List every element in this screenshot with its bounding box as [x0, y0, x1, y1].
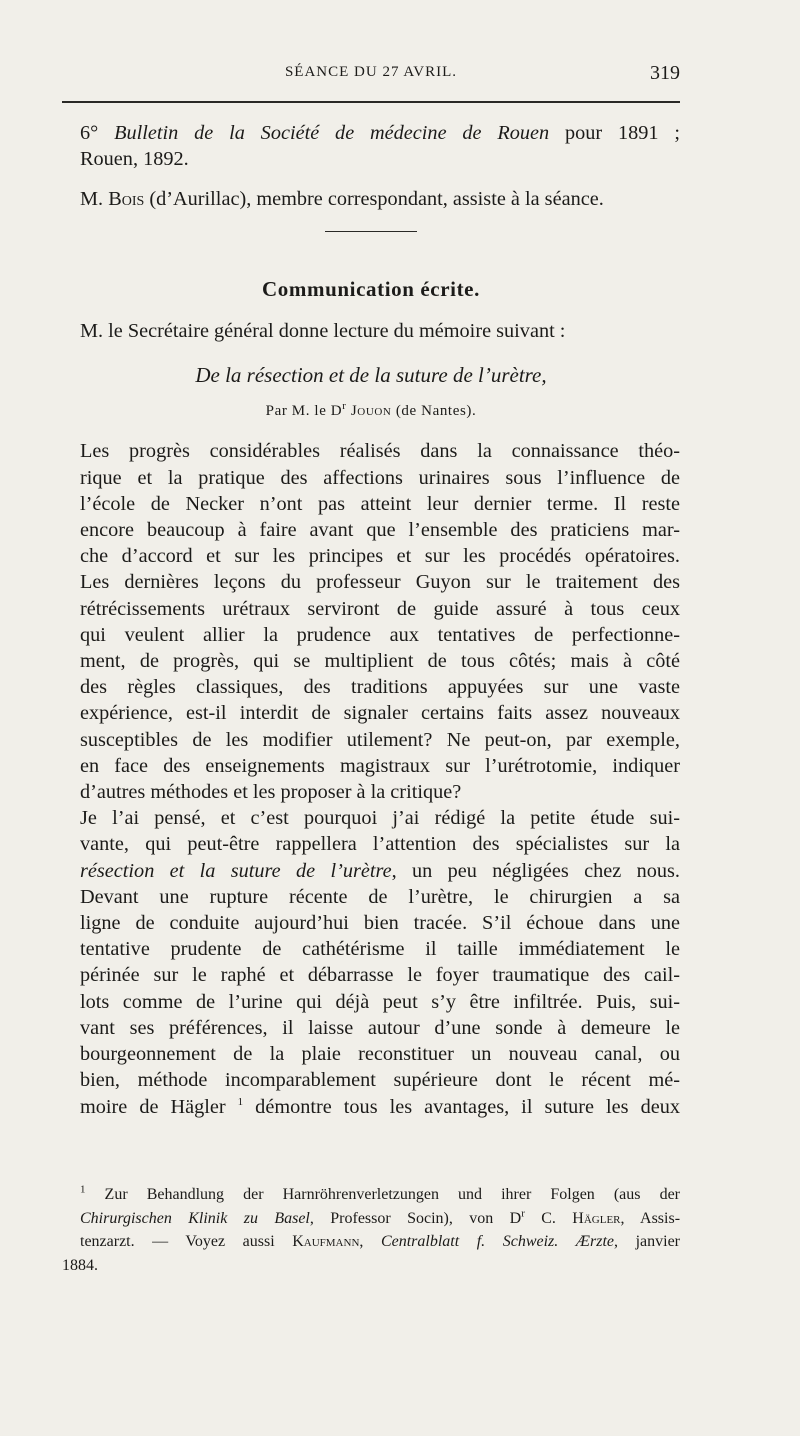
p2-line: Je l’ai pensé, et c’est pourquoi j’ai rédigé la petite étude sui-	[80, 807, 680, 830]
p3-line: bien, méthode incomparablement supérieure dont le récent mé-	[80, 1069, 680, 1092]
footnote-line	[62, 1183, 680, 1207]
p2-line: vante, qui peut-être rappellera l’attention des spécialistes sur la	[80, 833, 680, 856]
p3-last-post: démontre tous les avantages, il suture les deux	[243, 1095, 680, 1118]
p3-last-pre: moire de Hägler	[80, 1095, 238, 1118]
page-number: 319	[650, 62, 680, 84]
footnote-line2-mid: , Professor Socin), von D	[309, 1209, 522, 1227]
p3-line: Devant une rupture récente de l’urètre, le chirurgien a sa	[80, 885, 680, 908]
footnote-clinic: Chirurgischen Klinik zu Basel	[80, 1209, 310, 1227]
p1-line: expérience, est-il interdit de signaler certains faits assez nouveaux	[80, 702, 680, 725]
footnote-marker: 1	[80, 1183, 86, 1196]
p3-line: lots comme de l’urine qui déjà peut s’y être infiltrée. Puis, sui-	[80, 990, 680, 1013]
body-text	[62, 120, 680, 1120]
footnote-line2-end: , Assis-	[620, 1209, 681, 1227]
footnote-journal: Centralblatt f. Schweiz. Ærzte	[380, 1233, 615, 1251]
footnote-author-2: Kaufmann	[292, 1233, 360, 1251]
p1-last-line: d’autres méthodes et les proposer à la critique?	[80, 781, 462, 804]
p1-line: Les progrès considérables réalisés dans la connaissance théo-	[80, 440, 680, 463]
p1-line: en face des enseignements magistraux sur l’urétrotomie, indiquer	[80, 754, 680, 777]
attendance-rest: (d’Aurillac), membre correspondant, assiste à la séance.	[144, 188, 604, 211]
p1-line: Les dernières leçons du professeur Guyon sur le traitement des	[80, 571, 680, 594]
footnote-line	[62, 1207, 680, 1231]
p2-last-line	[62, 858, 680, 884]
p1-line: susceptibles de les modifier utilement? Ne peut-on, par exemple,	[80, 728, 680, 751]
p3-line: tentative prudente de cathétérisme il taille immédiatement le	[80, 938, 680, 961]
byline-sup: r	[342, 400, 347, 413]
footnote-reference: 1	[237, 1095, 244, 1108]
p1-line: rétrécissements urétraux serviront de guide assuré à tous ceux	[80, 597, 680, 620]
section-title: Communication écrite.	[262, 276, 480, 301]
emphasis-topic: résection et la suture de l’urètre	[80, 859, 392, 882]
memoir-byline	[62, 398, 680, 424]
list-item-6	[62, 120, 680, 172]
footnote-text	[62, 1183, 680, 1277]
footnote	[62, 1183, 680, 1277]
p3-line: bourgeonnement de la plaie reconstituer un nouveau canal, ou	[80, 1043, 680, 1066]
p1-line: l’école de Necker n’ont pas atteint leur dernier terme. Il reste	[80, 492, 680, 515]
running-head: SÉANCE DU 27 AVRIL.	[284, 64, 458, 80]
attendance-prefix: M.	[80, 188, 109, 211]
p1-line: qui veulent allier la prudence aux tentatives de perfectionne-	[80, 623, 680, 646]
paragraph-3	[62, 884, 680, 1120]
paragraph-1	[62, 438, 680, 805]
paragraph-2	[62, 805, 680, 884]
footnote-sep: ,	[359, 1233, 381, 1251]
header-rule	[62, 101, 680, 103]
p1-line: ment, de progrès, qui se multiplient de tous côtés; mais à côté	[80, 650, 680, 673]
p1-line: che d’accord et sur les principes et sur les procédés opératoires.	[80, 545, 680, 568]
memoir-title: De la résection et de la suture de l’urètre,	[195, 363, 547, 388]
section-separator	[325, 231, 417, 232]
author-name: Jouon	[350, 403, 392, 420]
footnote-author: C. Hägler	[524, 1209, 621, 1227]
item-6-year: pour 1891 ;	[565, 122, 681, 144]
member-name: Bois	[108, 188, 145, 211]
footnote-line3-pre: tenzarzt. — Voyez aussi	[80, 1233, 293, 1251]
list-item-6-line2: Rouen, 1892.	[80, 148, 189, 171]
item-number: 6°	[80, 122, 99, 144]
footnote-line: 1884.	[62, 1256, 98, 1274]
p1-line: encore beaucoup à faire avant que l’ensemble des praticiens mar-	[80, 519, 680, 542]
list-item-6-line1	[62, 120, 680, 146]
byline-place: (de Nantes).	[391, 403, 477, 420]
p2-tail: , un peu négligées chez nous.	[391, 859, 680, 882]
p3-line: ligne de conduite aujourd’hui bien tracée. S’il échoue dans une	[80, 912, 680, 935]
byline-prefix: Par M. le D	[265, 403, 343, 420]
p3-line: vant ses préférences, il laisse autour d’une sonde à demeure le	[80, 1016, 680, 1039]
footnote-line1-text: Zur Behandlung der Harnröhrenverletzungen und ihrer Folgen (aus der	[85, 1186, 680, 1203]
p1-line: rique et la pratique des affections urinaires sous l’influence de	[80, 466, 680, 489]
p3-last-line	[62, 1094, 680, 1120]
footnote-sup: r	[521, 1207, 525, 1220]
journal-title: Bulletin de la Société de médecine de Rouen	[114, 122, 550, 144]
page-header	[62, 64, 680, 92]
attendance-note	[62, 186, 680, 212]
p3-line: périnée sur le raphé et débarrasse le foyer traumatique des cail-	[80, 964, 680, 987]
reading-announcement: M. le Secrétaire général donne lecture du mémoire suivant :	[80, 319, 566, 342]
footnote-line3-end: , janvier	[614, 1233, 681, 1251]
footnote-line	[62, 1230, 680, 1254]
p1-line: des règles classiques, des traditions appuyées sur une vaste	[80, 676, 680, 699]
